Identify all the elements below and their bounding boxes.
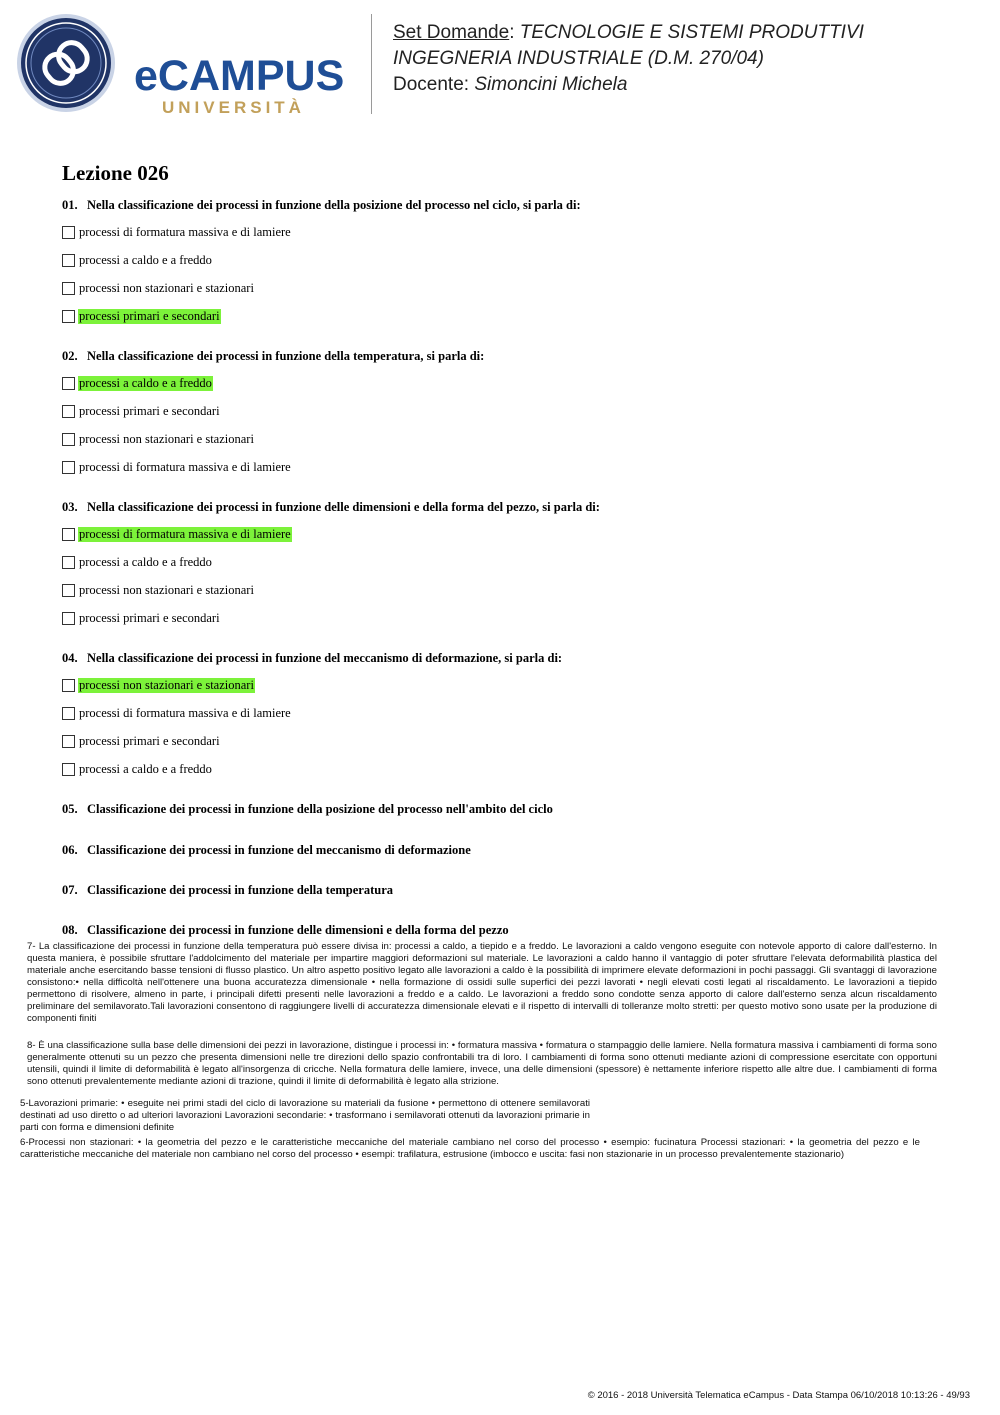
question-text: Classificazione dei processi in funzione delle dimensioni e della forma del pezzo	[87, 923, 509, 937]
answer-checkbox[interactable]	[62, 556, 75, 569]
course-title: TECNOLOGIE E SISTEMI PRODUTTIVI	[519, 22, 864, 43]
answer-checkbox[interactable]	[62, 612, 75, 625]
answer-option[interactable]	[62, 375, 213, 391]
question-text: Nella classificazione dei processi in funzione della temperatura, si parla di:	[87, 349, 485, 363]
answer-checkbox[interactable]	[62, 528, 75, 541]
answer-text: processi di formatura massiva e di lamiere	[79, 705, 291, 720]
answer-checkbox[interactable]	[62, 707, 75, 720]
answer-text: processi a caldo e a freddo	[79, 252, 212, 267]
answer-checkbox[interactable]	[62, 735, 75, 748]
answer-option[interactable]	[62, 252, 213, 268]
answer-checkbox[interactable]	[62, 377, 75, 390]
question-text: Nella classificazione dei processi in funzione della posizione del processo nel ciclo, si parla di:	[87, 198, 581, 212]
question-text: Nella classificazione dei processi in funzione delle dimensioni e della forma del pezzo, si parla di:	[87, 500, 600, 514]
note-7: 7- La classificazione dei processi in funzione della temperatura può essere divisa in: processi a caldo, a tiepido e a freddo. Le lavorazioni a caldo vengono eseguite con notevole apporto di calore dall'esterno. In questa maniera, è possibile sfruttare l'addolcimento del materiale per impartire maggiori deformazioni sul materiale. Le lavorazioni a caldo hanno il vantaggio di poter sfruttare l'elevata deformabilità plastica del materiale anche esercitando basse tensioni di flusso plastico. Un altro aspetto positivo legato alle lavorazioni a caldo è la possibilità di imprimere elevate deformazioni in pochi passaggi. Gli svantaggi di lavorazione consistono:• nella difficoltà nell'ottenere una buona accuratezza dimensionale • nella formazione di ossidi sulle superfici dei pezzi lavorati • negli elevati costi legati al riscaldamento. Le lavorazioni a tiepido permettono di risolvere, almeno in parte, i principali difetti presenti nelle lavorazioni a freddo e a caldo. Le lavorazioni a freddo sono condotte senza apporto di calore dall'esterno senza alcun riscaldamento preliminare del semilavorato.Tali lavorazioni consentono di raggiungere livelli di accuratezza dimensionale elevati e il rispetto di intervalli di tolleranze molto stretti: per questo motivo sono usate per la produzione di componenti finiti	[27, 941, 937, 1024]
answer-checkbox[interactable]	[62, 405, 75, 418]
question-number: 05.	[62, 802, 78, 816]
answer-option[interactable]	[62, 526, 292, 542]
answer-checkbox[interactable]	[62, 282, 75, 295]
answer-text: processi a caldo e a freddo	[79, 554, 212, 569]
question-number: 04.	[62, 651, 78, 665]
answer-option[interactable]	[62, 280, 255, 296]
teacher-name: Simoncini Michela	[474, 74, 628, 95]
answer-option[interactable]	[62, 733, 221, 749]
page-footer: © 2016 - 2018 Università Telematica eCampus - Data Stampa 06/10/2018 10:13:26 - 49/93	[587, 1390, 970, 1401]
question-02	[62, 349, 484, 364]
set-label: Set Domande	[393, 22, 510, 43]
answer-text: processi primari e secondari	[79, 610, 220, 625]
course-line-1: Set Domande: TECNOLOGIE E SISTEMI PRODUTTIVI	[393, 22, 864, 43]
teacher-line	[393, 72, 864, 98]
course-line-2: INGEGNERIA INDUSTRIALE (D.M. 270/04)	[393, 48, 764, 69]
header-divider	[371, 14, 372, 114]
answer-option[interactable]	[62, 677, 255, 693]
answer-checkbox[interactable]	[62, 584, 75, 597]
question-number: 08.	[62, 923, 78, 937]
question-text: Classificazione dei processi in funzione del meccanismo di deformazione	[87, 843, 471, 857]
question-07	[62, 883, 393, 898]
answer-text: processi primari e secondari	[79, 403, 220, 418]
answer-checkbox[interactable]	[62, 679, 75, 692]
answer-text-correct: processi di formatura massiva e di lamiere	[79, 526, 291, 541]
answer-option[interactable]	[62, 459, 292, 475]
answer-text: processi di formatura massiva e di lamiere	[79, 224, 291, 239]
answer-checkbox[interactable]	[62, 226, 75, 239]
question-01	[62, 198, 581, 213]
header-course-info	[393, 20, 864, 98]
answer-option[interactable]	[62, 582, 255, 598]
question-number: 06.	[62, 843, 78, 857]
answer-text: processi non stazionari e stazionari	[79, 280, 254, 295]
answer-checkbox[interactable]	[62, 461, 75, 474]
answer-text: processi non stazionari e stazionari	[79, 582, 254, 597]
answer-text-correct: processi non stazionari e stazionari	[79, 677, 254, 692]
answer-text: processi di formatura massiva e di lamiere	[79, 459, 291, 474]
answer-option[interactable]	[62, 224, 292, 240]
question-text: Classificazione dei processi in funzione della posizione del processo nell'ambito del ciclo	[87, 802, 553, 816]
svg-text:eCAMPUS: eCAMPUS	[134, 52, 345, 100]
lesson-title: Lezione 026	[62, 161, 169, 185]
note-8: 8- È una classificazione sulla base delle dimensioni dei pezzi in lavorazione, distingue i processi in: • formatura massiva • formatura o stampaggio delle lamiere. Nella formatura massiva i cambiamenti di forma sono generalmente ottenuti su un pezzo che presenta dimensioni nelle tre direzioni dello spazio confrontabili tra di loro. I cambiamenti di forma sono ottenuti mediante azioni di compressione esercitate con opportuni utensili, quindi il limite di deformabilità è legato all'insorgenza di cricche. Nella formatura delle lamiere, invece, una delle dimensioni (spessore) è nettamente inferiore rispetto alle altre due. I cambiamenti di forma sono ottenuti prevalentemente mediante azioni di trazione, quindi il limite di deformabilità è legato alla strizione.	[27, 1040, 937, 1087]
ecampus-logo	[14, 10, 359, 120]
question-number: 02.	[62, 349, 78, 363]
answer-option[interactable]	[62, 308, 221, 324]
note-6: 6-Processi non stazionari: • la geometria del pezzo e le caratteristiche meccaniche del materiale cambiano nel corso del processo • esempio: fucinatura Processi stazionari: • la geometria del pezzo e le caratteristiche meccaniche del materiale non cambiano nel corso del processo • esempi: trafilatura, estrusione (imbocco e uscita: fasi non stazionarie in un processo prevalentemente stazionario)	[20, 1137, 920, 1160]
question-05	[62, 802, 553, 817]
answer-text: processi primari e secondari	[79, 733, 220, 748]
question-06	[62, 843, 471, 858]
answer-checkbox[interactable]	[62, 763, 75, 776]
question-number: 01.	[62, 198, 78, 212]
answer-option[interactable]	[62, 403, 221, 419]
question-04	[62, 651, 562, 666]
answer-option[interactable]	[62, 610, 221, 626]
answer-text: processi non stazionari e stazionari	[79, 431, 254, 446]
teacher-label: Docente:	[393, 74, 470, 95]
question-number: 07.	[62, 883, 78, 897]
question-08	[62, 923, 509, 938]
answer-text-correct: processi a caldo e a freddo	[79, 375, 212, 390]
question-text: Classificazione dei processi in funzione della temperatura	[87, 883, 393, 897]
answer-text: processi a caldo e a freddo	[79, 761, 212, 776]
answer-text-correct: processi primari e secondari	[79, 308, 220, 323]
note-5: 5-Lavorazioni primarie: • eseguite nei primi stadi del ciclo di lavorazione su materiali da fusione • permettono di ottenere semilavorati destinati ad uso diretto o ad ulteriori lavorazioni Lavorazioni secondarie: • trasformano i semilavorati ottenuti da lavorazioni primarie in parti con forma e dimensioni definite	[20, 1098, 590, 1133]
question-03	[62, 500, 600, 515]
question-number: 03.	[62, 500, 78, 514]
ecampus-emblem-icon	[14, 10, 359, 120]
answer-option[interactable]	[62, 705, 292, 721]
svg-text:UNIVERSITÀ: UNIVERSITÀ	[162, 98, 305, 117]
question-text: Nella classificazione dei processi in funzione del meccanismo di deformazione, si parla di:	[87, 651, 563, 665]
answer-checkbox[interactable]	[62, 310, 75, 323]
answer-checkbox[interactable]	[62, 254, 75, 267]
answer-option[interactable]	[62, 431, 255, 447]
answer-option[interactable]	[62, 761, 213, 777]
answer-option[interactable]	[62, 554, 213, 570]
answer-checkbox[interactable]	[62, 433, 75, 446]
page-header	[0, 0, 1000, 130]
